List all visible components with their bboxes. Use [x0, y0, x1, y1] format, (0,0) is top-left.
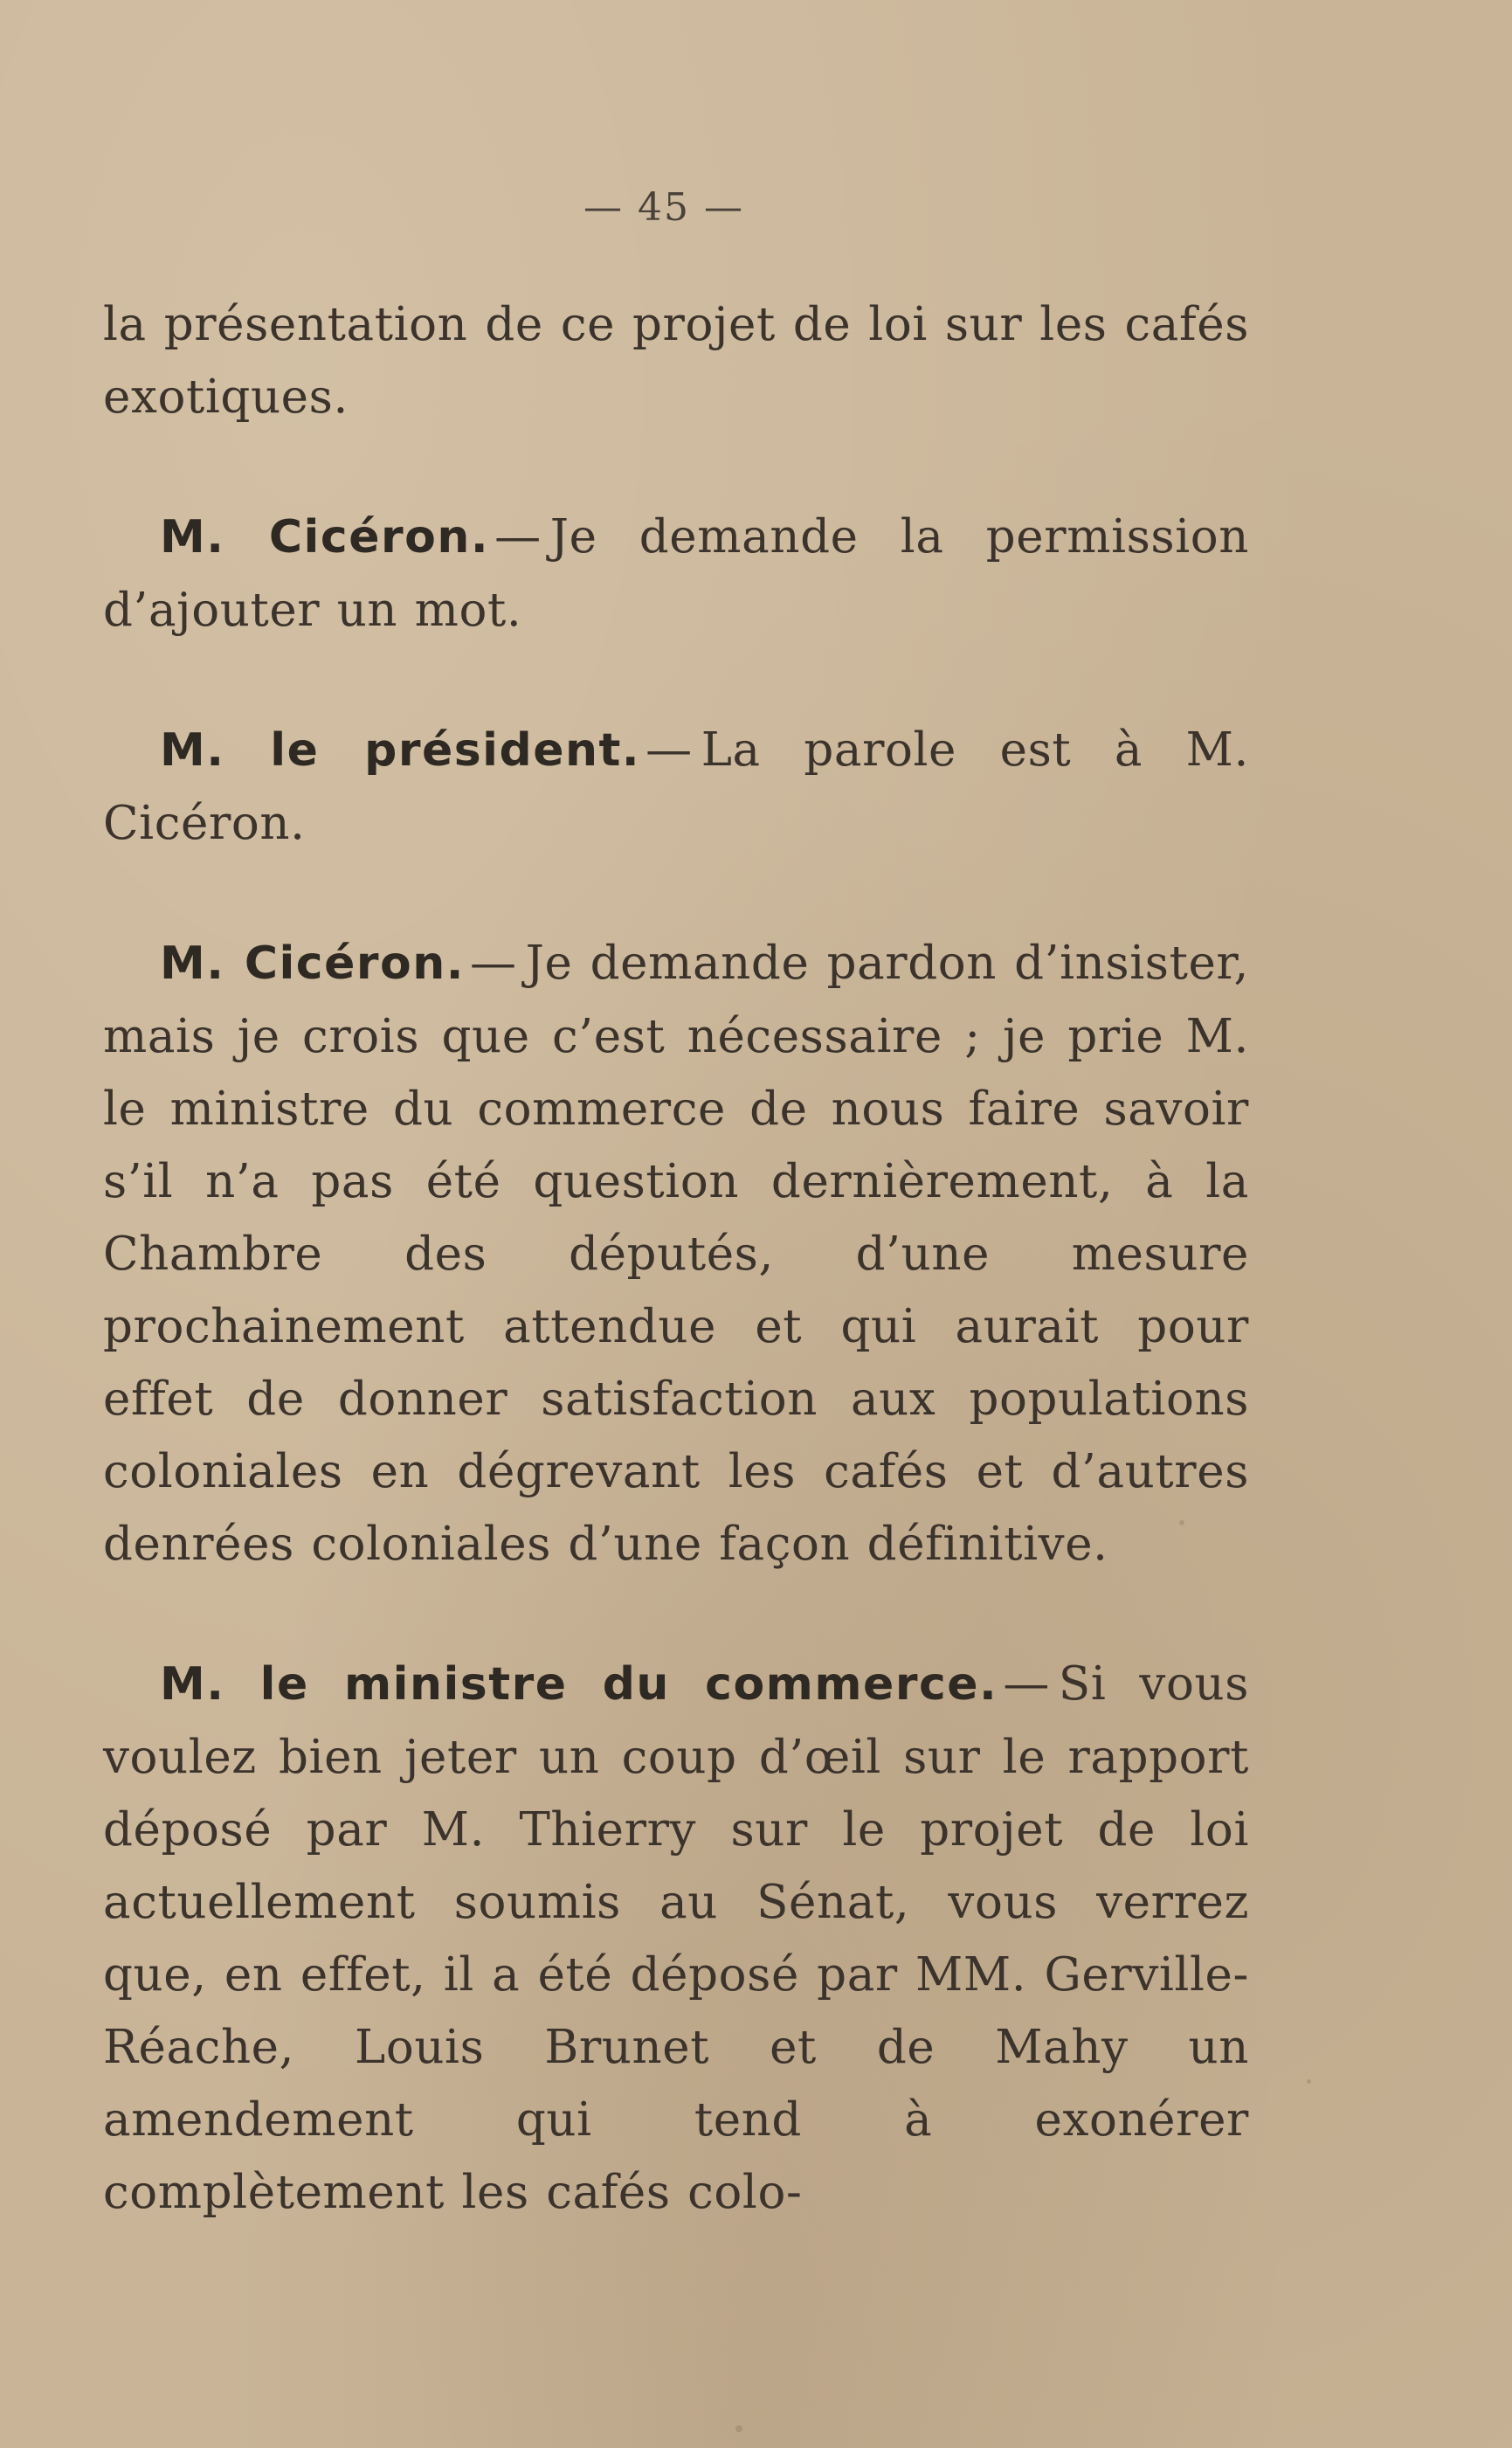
- speech-separator: —: [646, 723, 693, 777]
- speech-text: Je demande la permission d’ajouter un mot.: [103, 510, 1250, 637]
- speech-separator: —: [1003, 1657, 1050, 1711]
- paragraph-continuation: [103, 288, 1249, 433]
- speech-paragraph: [103, 927, 1249, 1580]
- page-number: — 45 —: [583, 185, 744, 230]
- speech-paragraph: [103, 501, 1249, 647]
- speech-text: Je demande pardon d’insister, mais je crois que c’est nécessaire ; je prie M. le ministre du commerce de nous faire savoir s’il n’a pas été question dernièrement, à la Chambre des députés, d’une mesure prochainement attendue et qui aurait pour effet de donner satisfaction aux populations coloniales en dégrevant les cafés et d’autres denrées coloniales d’une façon définitive.: [103, 937, 1249, 1571]
- paragraph-text: la présentation de ce projet de loi sur les cafés exotiques.: [103, 298, 1249, 424]
- speaker-name: M. le ministre du commerce.: [160, 1658, 998, 1711]
- speech-paragraph: [103, 714, 1249, 860]
- speech-text: La parole est à M. Cicéron.: [103, 723, 1249, 850]
- speaker-name: M. Cicéron.: [160, 937, 466, 990]
- speaker-name: M. Cicéron.: [160, 511, 490, 564]
- paper-stain: [735, 2425, 742, 2432]
- speech-separator: —: [470, 937, 517, 990]
- speaker-name: M. le président.: [160, 724, 641, 777]
- speech-text: Si vous voulez bien jeter un coup d’œil sur le rapport déposé par M. Thierry sur le projet de loi actuellement soumis au Sénat, vous verrez que, en effet, il a été déposé par MM. Gerville-Réache, Louis Brunet et de Mahy un amendement qui tend à exonérer complètement les cafés colo-: [103, 1657, 1249, 2219]
- speech-separator: —: [494, 510, 542, 564]
- paper-stain: [1307, 2079, 1311, 2084]
- text-column: [103, 288, 1249, 2229]
- speech-paragraph: [103, 1648, 1249, 2229]
